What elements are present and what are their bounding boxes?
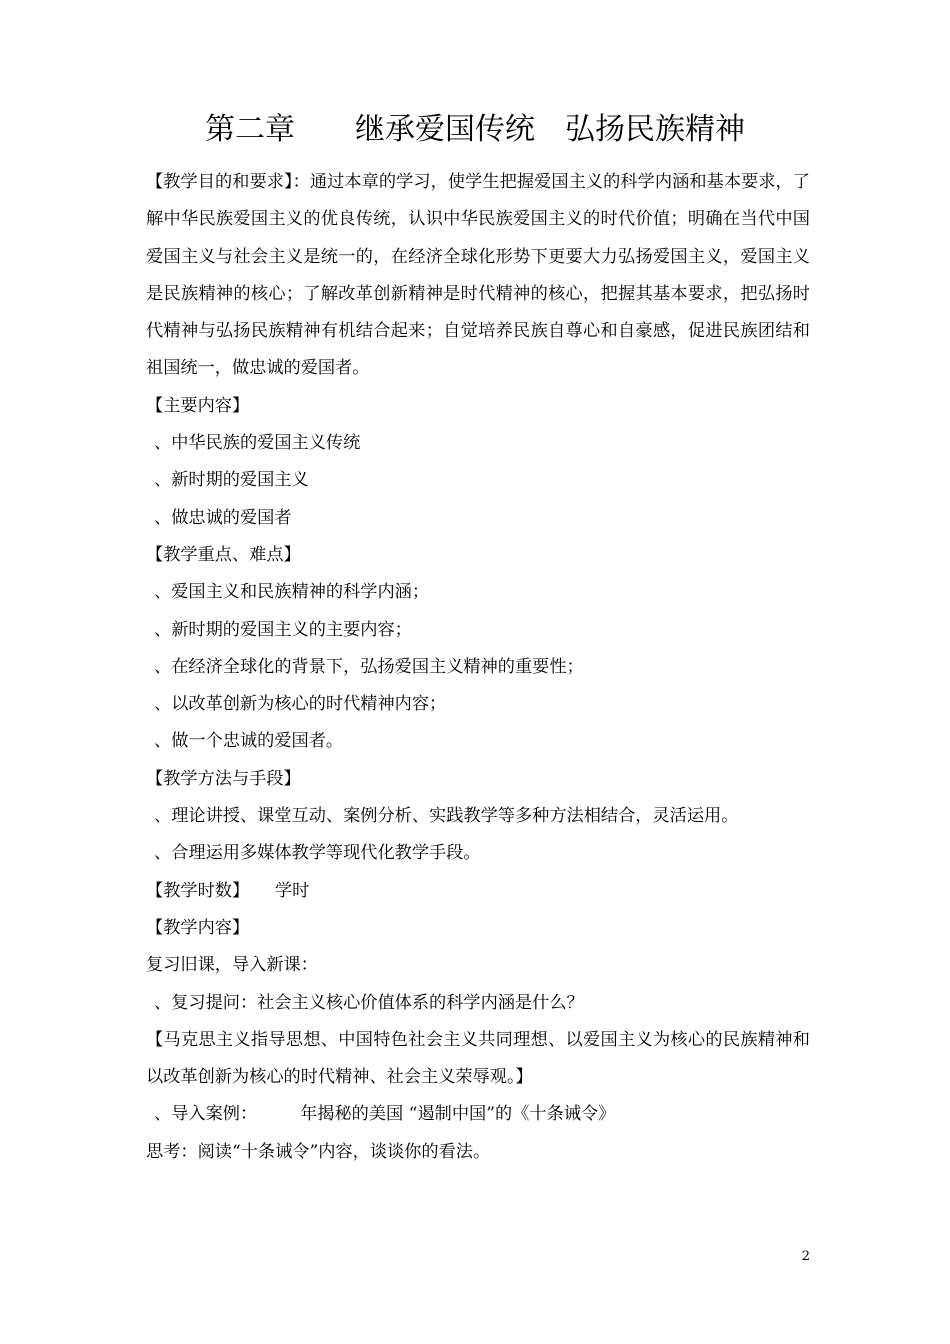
page-number: 2 [801,1249,810,1264]
key-point-item: 、以改革创新为核心的时代精神内容； [154,694,447,715]
key-point-item: 、做一个忠诚的爱国者。 [154,731,344,752]
main-content-heading: 【主要内容】 [146,395,250,416]
key-point-item: 、爱国主义和民族精神的科学内涵； [154,582,430,603]
objectives-paragraph: 【教学目的和要求】：通过本章的学习，使学生把握爱国主义的科学内涵和基本要求，了解中华民族爱国主义的优良传统，认识中华民族爱国主义的时代价值；明确在当代中国爱国主义与社会主义是统一的，在经济全球化形势下更要大力弘扬爱国主义，爱国主义是民族精神的核心；了解改革创新精神是时代精神的核心，把握其基本要求，把弘扬时代精神与弘扬民族精神有机结合起来；自觉培养民族自尊心和自豪感，促进民族团结和祖国统一，做忠诚的爱国者。 [146,172,810,379]
methods-heading: 【教学方法与手段】 [146,768,301,789]
case-intro: 、导入案例： 年揭秘的美国 “遏制中国”的《十条诫令》 [154,1104,616,1125]
reflection-prompt: 思考：阅读“十条诫令”内容，谈谈你的看法。 [146,1141,491,1162]
review-answer: 【马克思主义指导思想、中国特色社会主义共同理想、以爱国主义为核心的民族精神和以改革创新为核心的时代精神、社会主义荣辱观。】 [146,1029,810,1088]
teaching-content-heading: 【教学内容】 [146,917,250,938]
main-content-item: 、新时期的爱国主义 [154,470,309,491]
method-item: 、理论讲授、课堂互动、案例分析、实践教学等多种方法相结合，灵活运用。 [154,806,739,827]
teaching-hours: 【教学时数】 学时 [146,880,310,901]
main-content-item: 、中华民族的爱国主义传统 [154,433,361,454]
main-content-item: 、做忠诚的爱国者 [154,507,292,528]
key-point-item: 、在经济全球化的背景下，弘扬爱国主义精神的重要性； [154,656,584,677]
review-question: 、复习提问：社会主义核心价值体系的科学内涵是什么？ [154,992,584,1013]
method-item: 、合理运用多媒体教学等现代化教学手段。 [154,843,481,864]
review-intro: 复习旧课，导入新课： [146,955,318,976]
document-body [146,164,810,1171]
key-point-item: 、新时期的爱国主义的主要内容； [154,619,412,640]
chapter-title: 第二章 继承爱国传统 弘扬民族精神 [205,112,745,147]
key-points-heading: 【教学重点、难点】 [146,544,301,565]
